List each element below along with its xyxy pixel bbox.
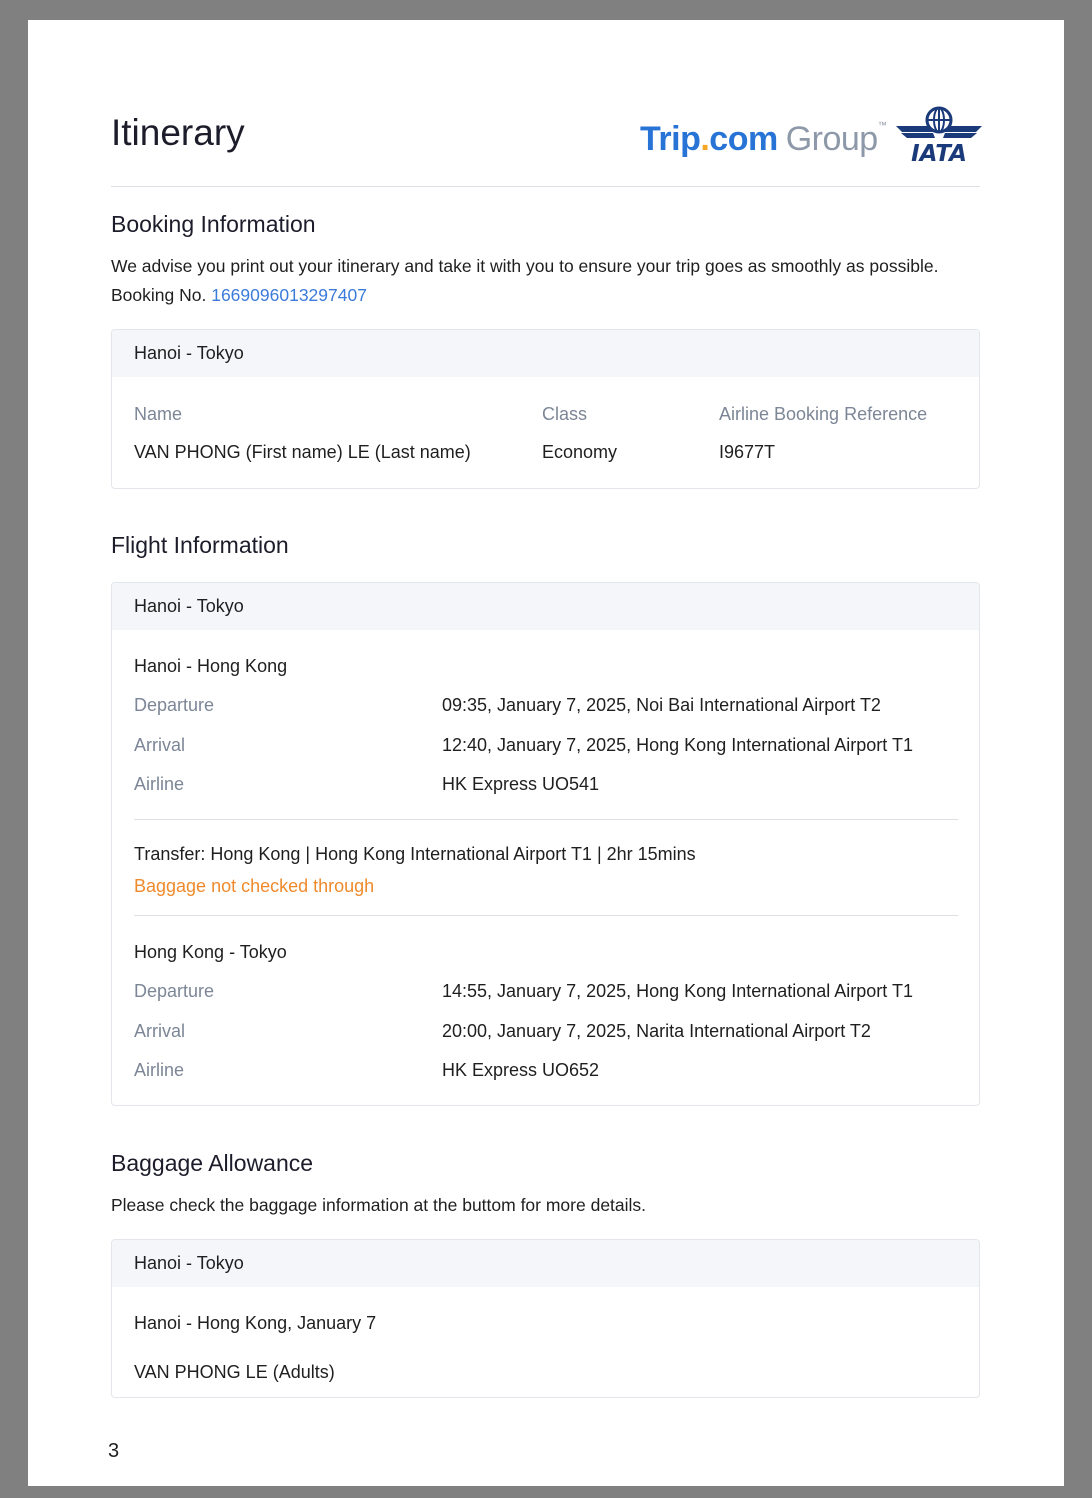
transfer-divider-bottom <box>134 915 958 916</box>
flight-section-title: Flight Information <box>111 532 289 558</box>
booking-number-label: Booking No. <box>111 285 207 305</box>
trip-com-group-logo: Trip.com Group™ <box>640 120 887 158</box>
baggage-card-route: Hanoi - Tokyo <box>112 1240 979 1287</box>
segment-2-arrival-label: Arrival <box>134 1021 186 1041</box>
booking-number-link[interactable]: 1669096013297407 <box>211 285 367 305</box>
booking-section-title: Booking Information <box>111 211 316 237</box>
class-header: Class <box>542 404 588 424</box>
segment-1-airline: HK Express UO541 <box>442 774 600 794</box>
segment-1-arrival: 12:40, January 7, 2025, Hong Kong International Airport T1 <box>442 735 913 755</box>
name-header: Name <box>134 404 183 424</box>
document-page <box>28 20 1064 1486</box>
baggage-note: Please check the baggage information at the buttom for more details. <box>111 1195 647 1215</box>
baggage-section-title: Baggage Allowance <box>111 1150 314 1176</box>
page-title: Itinerary <box>111 112 245 153</box>
booking-advice: We advise you print out your itinerary and take it with you to ensure your trip goes as smoothly as possible. <box>111 256 939 276</box>
segment-2-arrival: 20:00, January 7, 2025, Narita International Airport T2 <box>442 1021 871 1041</box>
flight-card <box>111 582 980 1106</box>
booking-card-route: Hanoi - Tokyo <box>112 330 979 377</box>
baggage-card <box>111 1239 980 1398</box>
segment-1-route: Hanoi - Hong Kong <box>134 656 288 676</box>
baggage-passenger: VAN PHONG LE (Adults) <box>134 1362 335 1382</box>
segment-2-airline: HK Express UO652 <box>442 1060 600 1080</box>
booking-number-line <box>111 285 367 306</box>
segment-2-route: Hong Kong - Tokyo <box>134 942 287 962</box>
segment-2-departure-label: Departure <box>134 981 215 1001</box>
svg-text:IATA: IATA <box>911 141 967 164</box>
segment-1-airline-label: Airline <box>134 774 185 794</box>
segment-1-departure: 09:35, January 7, 2025, Noi Bai International Airport T2 <box>442 695 881 715</box>
flight-card-route: Hanoi - Tokyo <box>112 583 979 630</box>
segment-1-departure-label: Departure <box>134 695 215 715</box>
baggage-warning: Baggage not checked through <box>134 876 375 896</box>
iata-logo <box>896 106 982 164</box>
page-number: 3 <box>108 1440 120 1462</box>
segment-2-airline-label: Airline <box>134 1060 185 1080</box>
brand-logos <box>638 106 983 166</box>
booking-card <box>111 329 980 489</box>
passenger-name: VAN PHONG (First name) LE (Last name) <box>134 442 471 462</box>
booking-ref-value: I9677T <box>719 442 776 462</box>
segment-2-departure: 14:55, January 7, 2025, Hong Kong International Airport T1 <box>442 981 913 1001</box>
travel-class: Economy <box>542 442 618 462</box>
header-divider <box>111 186 980 187</box>
transfer-info: Transfer: Hong Kong | Hong Kong International Airport T1 | 2hr 15mins <box>134 844 696 864</box>
baggage-segment: Hanoi - Hong Kong, January 7 <box>134 1313 377 1333</box>
transfer-divider-top <box>134 819 958 820</box>
booking-ref-header: Airline Booking Reference <box>719 404 928 424</box>
segment-1-arrival-label: Arrival <box>134 735 186 755</box>
